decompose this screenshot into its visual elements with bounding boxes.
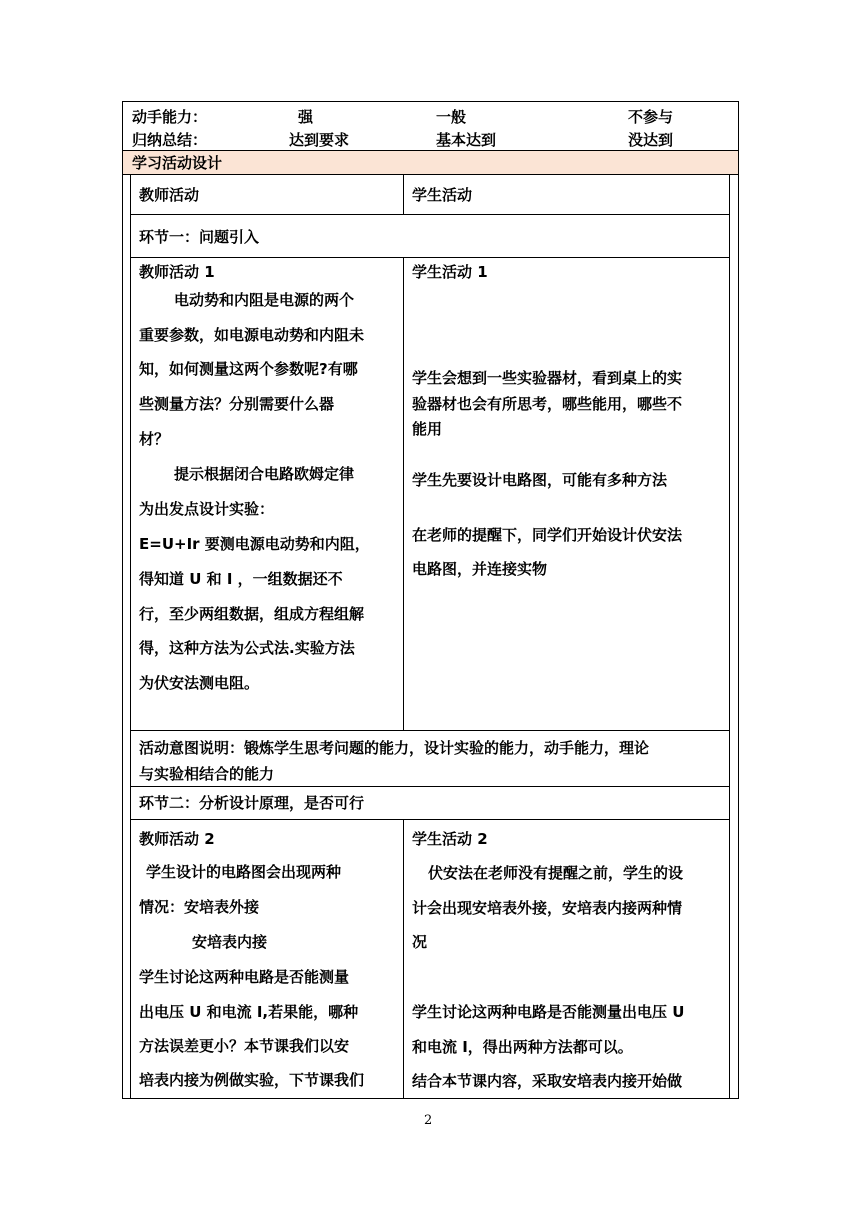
stage1-teacher-heading: 教师活动 1 bbox=[139, 263, 215, 281]
text-line: 培表内接为例做实验，下节课我们 bbox=[139, 1071, 365, 1089]
inner-border-left bbox=[130, 174, 131, 1099]
eval-bottom-line bbox=[122, 150, 739, 151]
text-line: 和电流 I，得出两种方法都可以。 bbox=[412, 1038, 633, 1056]
eval-option-meets: 达到要求 bbox=[289, 131, 350, 149]
eval-option-not-met: 没达到 bbox=[628, 131, 674, 149]
stage1-title: 环节一：问题引入 bbox=[139, 228, 260, 246]
text-line: 知，如何测量这两个参数呢?有哪 bbox=[139, 360, 358, 378]
eval-option-strong: 强 bbox=[298, 108, 314, 126]
text-line: 学生会想到一些实验器材，看到桌上的实 bbox=[412, 369, 683, 387]
text-line: 些测量方法？分别需要什么器 bbox=[139, 395, 335, 413]
eval-option-basic: 基本达到 bbox=[436, 131, 497, 149]
text-line: 验器材也会有所思考，哪些能用，哪些不 bbox=[412, 395, 683, 413]
text-line: 况 bbox=[412, 933, 428, 951]
page-number: 2 bbox=[424, 1113, 433, 1128]
outer-border-top bbox=[122, 101, 739, 102]
outer-border-right bbox=[738, 101, 739, 1099]
inner-border-right bbox=[729, 174, 730, 1099]
stage1-title-bottom bbox=[130, 257, 730, 258]
outer-border-left bbox=[122, 101, 123, 1099]
text-line: 材？ bbox=[139, 430, 170, 448]
text-line: 出电压 U 和电流 I,若果能，哪种 bbox=[139, 1003, 359, 1021]
text-line: 学生讨论这两种电路是否能测量出电压 U bbox=[412, 1003, 685, 1021]
text-line: 为伏安法测电阻。 bbox=[139, 674, 260, 692]
intent-row-bottom bbox=[130, 786, 730, 787]
stage1-content-bottom bbox=[130, 730, 730, 731]
eval-label: 归纳总结： bbox=[132, 131, 208, 149]
text-line: 方法误差更小？本节课我们以安 bbox=[139, 1037, 350, 1055]
text-line: 为出发点设计实验： bbox=[139, 500, 275, 518]
text-line: 重要参数，如电源电动势和内阻未 bbox=[139, 326, 365, 344]
text-line: 在老师的提醒下，同学们开始设计伏安法 bbox=[412, 526, 683, 544]
eval-label: 动手能力： bbox=[132, 108, 208, 126]
text-line: 电动势和内阻是电源的两个 bbox=[174, 291, 355, 309]
stage2-title-bottom bbox=[130, 819, 730, 820]
text-line: 得知道 U 和 I ，一组数据还不 bbox=[139, 570, 343, 588]
intent-line: 活动意图说明：锻炼学生思考问题的能力，设计实验的能力，动手能力，理论 bbox=[139, 739, 650, 757]
stage2-title: 环节二：分析设计原理，是否可行 bbox=[139, 794, 365, 812]
bottom-edge-line bbox=[122, 1098, 739, 1099]
eval-option-average: 一般 bbox=[436, 108, 467, 126]
eval-option-none: 不参与 bbox=[628, 108, 674, 126]
text-line: 伏安法在老师没有提醒之前，学生的设 bbox=[428, 864, 684, 882]
section-title: 学习活动设计 bbox=[132, 154, 223, 172]
text-line: 提示根据闭合电路欧姆定律 bbox=[174, 465, 355, 483]
header-teacher: 教师活动 bbox=[139, 186, 200, 204]
intent-line: 与实验相结合的能力 bbox=[139, 765, 275, 783]
text-line: 学生设计的电路图会出现两种 bbox=[146, 863, 342, 881]
text-line: 电路图，并连接实物 bbox=[412, 560, 548, 578]
section-bottom-line bbox=[122, 174, 739, 175]
header-student: 学生活动 bbox=[412, 186, 473, 204]
text-line: 行，至少两组数据，组成方程组解 bbox=[139, 605, 365, 623]
text-line: 得，这种方法为公式法.实验方法 bbox=[139, 639, 355, 657]
text-line: 能用 bbox=[412, 420, 443, 438]
text-line: 学生讨论这两种电路是否能测量 bbox=[139, 968, 350, 986]
stage2-student-heading: 学生活动 2 bbox=[412, 830, 488, 848]
column-divider-stage1 bbox=[403, 257, 404, 730]
column-divider-header bbox=[403, 174, 404, 214]
stage1-student-heading: 学生活动 1 bbox=[412, 263, 488, 281]
text-line: 安培表内接 bbox=[192, 933, 268, 951]
text-line: 情况：安培表外接 bbox=[139, 898, 260, 916]
column-divider-stage2 bbox=[403, 819, 404, 1099]
header-row-bottom bbox=[130, 214, 730, 215]
text-line: 结合本节课内容，采取安培表内接开始做 bbox=[412, 1072, 683, 1090]
text-line: E=U+Ir 要测电源电动势和内阻， bbox=[139, 535, 370, 553]
text-line: 计会出现安培表外接，安培表内接两种情 bbox=[412, 899, 683, 917]
stage2-teacher-heading: 教师活动 2 bbox=[139, 830, 215, 848]
text-line: 学生先要设计电路图，可能有多种方法 bbox=[412, 471, 668, 489]
